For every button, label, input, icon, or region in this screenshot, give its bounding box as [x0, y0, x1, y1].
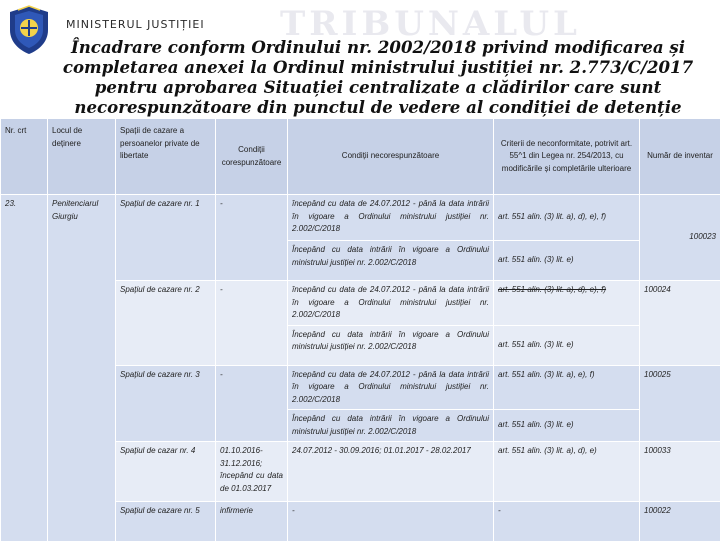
background-watermark: TRIBUNALUL — [280, 4, 581, 44]
detention-table — [0, 118, 720, 542]
cell-spatiu-label: Spațiul de cazare nr. 1 — [116, 195, 216, 281]
cell-criterii: art. 551 alin. (3) lit. a), d), e), f) — [494, 281, 640, 326]
cell-criterii: art. 551 alin. (3) lit. a), d), e) — [494, 442, 640, 502]
cell-spatiu-label: Spațiul de cazare nr. 2 — [116, 281, 216, 366]
header-conditii-necorespunzatoare: Condiții necorespunzătoare — [288, 119, 494, 195]
cell-inventar: 100033 — [640, 442, 720, 502]
header-conditii-corespunzatoare: Condiții corespunzătoare — [216, 119, 288, 195]
cell-conditii-necorespunzatoare: Începând cu data intrării în vigoare a Ordinului ministrului justiției nr. 2.002/C/2018 — [288, 241, 494, 281]
cell-criterii: art. 551 alin. (3) lit. e) — [494, 241, 640, 281]
cell-conditii-necorespunzatoare: începând cu data de 24.07.2012 - până la data intrării în vigoare a Ordinului ministrului justiției nr. 2.002/C/2018 — [288, 281, 494, 326]
header-locul: Locul de deținere — [48, 119, 116, 195]
cell-inventar: 100024 — [640, 281, 720, 366]
table-header-row — [1, 119, 720, 195]
cell-conditii-necorespunzatoare: - — [288, 502, 494, 542]
page-header — [0, 0, 720, 118]
title-line: necorespunzătoare din punctul de vedere al condiției de detenție — [60, 97, 696, 117]
header-spatii: Spații de cazare a persoanelor private de libertate — [116, 119, 216, 195]
cell-criterii: art. 551 alin. (3) lit. a), e), f) — [494, 365, 640, 410]
cell-criterii: art. 551 alin. (3) lit. a), d), e), f) — [494, 195, 640, 241]
header-criterii: Criterii de neconformitate, potrivit art. 55^1 din Legea nr. 254/2013, cu modificările și completările ulterioare — [494, 119, 640, 195]
cell-criterii: - — [494, 502, 640, 542]
cell-conditii-corespunzatoare: - — [216, 365, 288, 442]
cell-conditii-necorespunzatoare: Începând cu data intrării în vigoare a Ordinului ministrului justiției nr. 2.002/C/2018 — [288, 325, 494, 365]
page-title — [60, 37, 696, 117]
table-row — [1, 195, 720, 241]
cell-conditii-corespunzatoare: - — [216, 195, 288, 281]
header-inventar: Număr de inventar — [640, 119, 720, 195]
header-nr: Nr. crt — [1, 119, 48, 195]
cell-inventar: 100023 — [640, 195, 720, 281]
cell-spatiu-label: Spațiul de cazare nr. 3 — [116, 365, 216, 442]
cell-conditii-corespunzatoare: - — [216, 281, 288, 366]
cell-inventar: 100022 — [640, 502, 720, 542]
cell-conditii-necorespunzatoare: Începând cu data intrării în vigoare a Ordinului ministrului justiției nr. 2.002/C/2018 — [288, 410, 494, 442]
cell-conditii-necorespunzatoare: 24.07.2012 - 30.09.2016; 01.01.2017 - 28.02.2017 — [288, 442, 494, 502]
title-line: Încadrare conform Ordinului nr. 2002/2018 privind modificarea și — [60, 37, 696, 57]
cell-conditii-necorespunzatoare: începând cu data de 24.07.2012 - până la data intrării în vigoare a Ordinului ministrului justiției nr. 2.002/C/2018 — [288, 365, 494, 410]
row-locul: Penitenciarul Giurgiu — [48, 195, 116, 542]
row-nr: 23. — [1, 195, 48, 542]
cell-criterii: art. 551 alin. (3) lit. e) — [494, 410, 640, 442]
cell-criterii: art. 551 alin. (3) lit. e) — [494, 325, 640, 365]
title-line: completarea anexei la Ordinul ministrului justiției nr. 2.773/C/2017 — [60, 57, 696, 77]
cell-inventar: 100025 — [640, 365, 720, 442]
cell-spatiu-label: Spațiul de cazare nr. 5 — [116, 502, 216, 542]
government-coat-of-arms-icon — [6, 4, 52, 56]
ministry-name: MINISTERUL JUSTIȚIEI — [66, 18, 205, 31]
cell-spatiu-label: Spațiul de cazar nr. 4 — [116, 442, 216, 502]
title-line: pentru aprobarea Situației centralizate a clădirilor care sunt — [60, 77, 696, 97]
cell-conditii-corespunzatoare: 01.10.2016-31.12.2016; începând cu data de 01.03.2017 — [216, 442, 288, 502]
cell-conditii-corespunzatoare: infirmerie — [216, 502, 288, 542]
cell-conditii-necorespunzatoare: începând cu data de 24.07.2012 - până la data intrării în vigoare a Ordinului ministrului justiției nr. 2.002/C/2018 — [288, 195, 494, 241]
